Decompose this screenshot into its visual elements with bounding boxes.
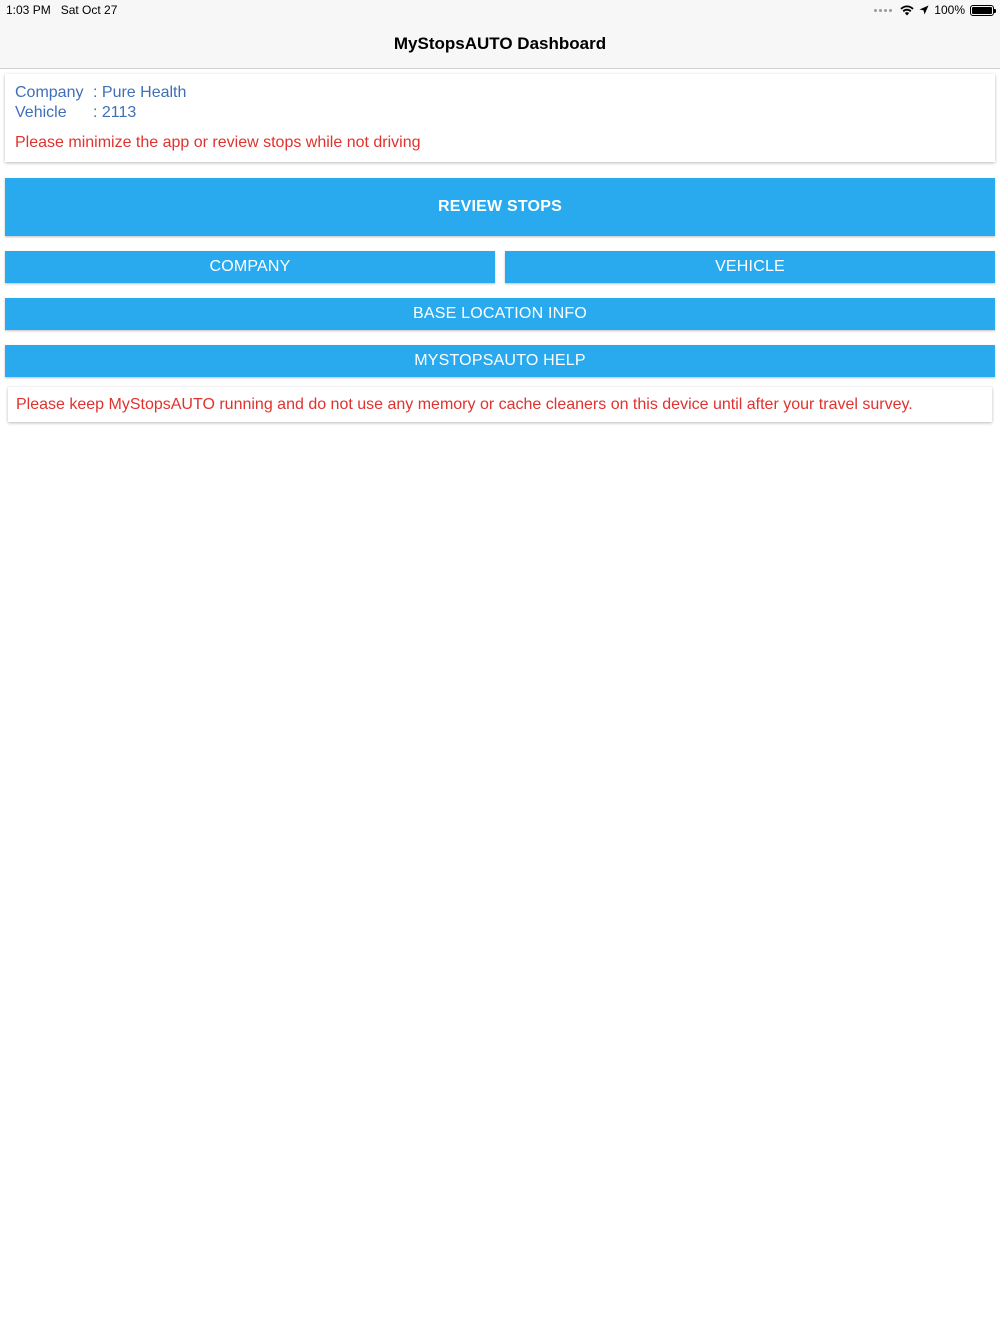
status-left (6, 3, 117, 17)
battery-fill (972, 7, 992, 14)
status-time: 1:03 PM (6, 3, 51, 17)
base-location-info-button[interactable]: BASE LOCATION INFO (5, 298, 995, 330)
status-date: Sat Oct 27 (60, 3, 118, 17)
battery-icon (970, 5, 994, 16)
battery-percent: 100% (934, 3, 965, 17)
nav-bar (0, 20, 1000, 69)
status-bar (0, 0, 1000, 20)
vehicle-value: : 2113 (93, 104, 137, 121)
company-row (15, 83, 985, 103)
company-button[interactable]: COMPANY (5, 251, 495, 283)
vehicle-label: Vehicle (15, 104, 67, 121)
company-label: Company (15, 84, 84, 101)
keep-running-note: Please keep MyStopsAUTO running and do not use any memory or cache cleaners on this device until after your travel survey. (8, 387, 992, 422)
status-right (874, 3, 994, 17)
page-title: MyStopsAUTO Dashboard (393, 34, 607, 53)
location-arrow-icon (919, 5, 929, 15)
company-value: : Pure Health (93, 84, 187, 101)
wifi-icon (900, 5, 914, 16)
vehicle-row (15, 103, 985, 123)
info-card (5, 74, 995, 162)
vehicle-button[interactable]: VEHICLE (505, 251, 995, 283)
review-stops-button[interactable]: REVIEW STOPS (5, 178, 995, 236)
cellular-signal-icon (874, 9, 892, 12)
driving-warning: Please minimize the app or review stops while not driving (15, 134, 421, 151)
help-button[interactable]: MYSTOPSAUTO HELP (5, 345, 995, 377)
